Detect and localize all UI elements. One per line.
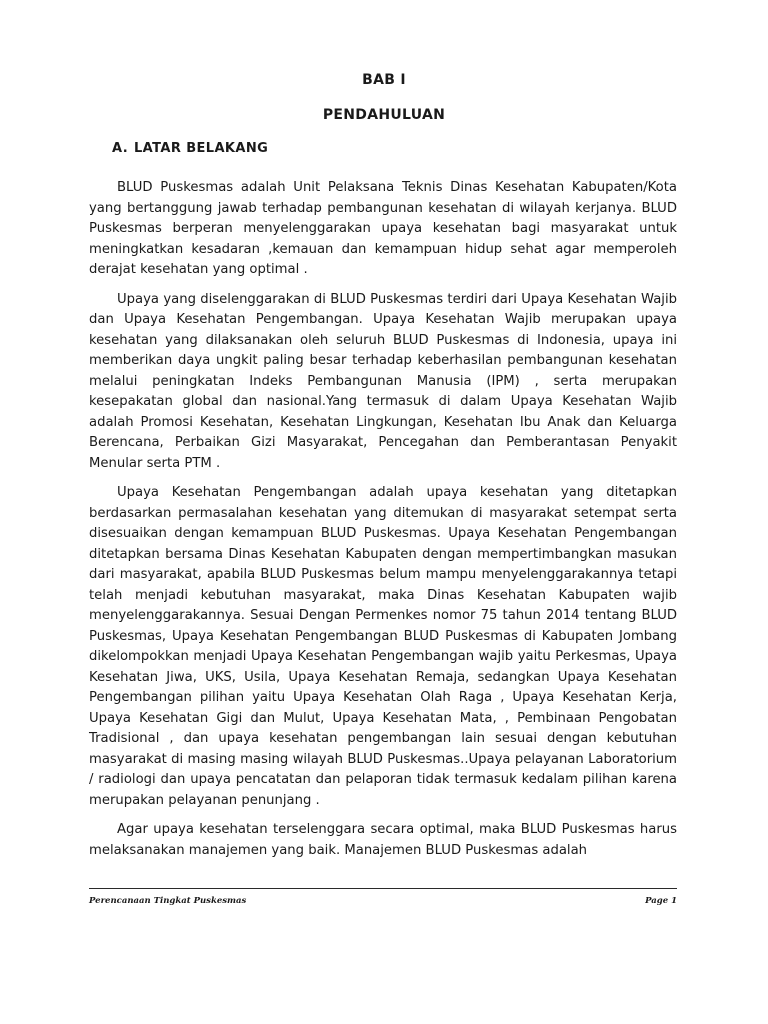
section-heading bbox=[112, 141, 268, 156]
paragraph-4: Agar upaya kesehatan terselenggara secara optimal, maka BLUD Puskesmas harus melaksanakan manajemen yang baik. Manajemen BLUD Puskesmas adalah bbox=[89, 822, 677, 858]
paragraph-3: Upaya Kesehatan Pengembangan adalah upaya kesehatan yang ditetapkan berdasarkan permasalahan kesehatan yang ditemukan di masyarakat setempat serta disesuaikan dengan kemampuan BLUD Puskesmas. Upaya Kesehatan Pengembangan ditetapkan bersama Dinas Kesehatan Kabupaten dengan mempertimbangkan masukan dari masyarakat, apabila BLUD Puskesmas belum mampu menyelenggarakannya tetapi telah menjadi kebutuhan masyarakat, maka Dinas Kesehatan Kabupaten wajib menyelenggarakannya. Sesuai Dengan Permenkes nomor 75 tahun 2014 tentang BLUD Puskesmas, Upaya Kesehatan Pengembangan BLUD Puskesmas di Kabupaten Jombang dikelompokkan menjadi Upaya Kesehatan Pengembangan wajib yaitu Perkesmas, Upaya Kesehatan Jiwa, UKS, Usila, Upaya Kesehatan Remaja, sedangkan Upaya Kesehatan Pengembangan pilihan yaitu Upaya Kesehatan Olah Raga , Upaya Kesehatan Kerja, Upaya Kesehatan Gigi dan Mulut, Upaya Kesehatan Mata, , Pembinaan Pengobatan Tradisional , dan upaya kesehatan pengembangan lain sesuai dengan kebutuhan masyarakat di masing masing wilayah BLUD Puskesmas..Upaya pelayanan Laboratorium / radiologi dan upaya pencatatan dan pelaporan tidak termasuk kedalam pilihan karena merupakan pelayanan penunjang . bbox=[89, 485, 677, 808]
paragraph-2: Upaya yang diselenggarakan di BLUD Puskesmas terdiri dari Upaya Kesehatan Wajib dan Upaya Kesehatan Pengembangan. Upaya Kesehatan Wajib merupakan upaya kesehatan yang dilaksanakan oleh seluruh BLUD Puskesmas di Indonesia, upaya ini memberikan daya ungkit paling besar terhadap keberhasilan pembangunan kesehatan melalui peningkatan Indeks Pembangunan Manusia (IPM) , serta merupakan kesepakatan global dan nasional.Yang termasuk di dalam Upaya Kesehatan Wajib adalah Promosi Kesehatan, Kesehatan Lingkungan, Kesehatan Ibu Anak dan Keluarga Berencana, Perbaikan Gizi Masyarakat, Pencegahan dan Pemberantasan Penyakit Menular serta PTM . bbox=[89, 291, 677, 471]
section-letter: A. bbox=[112, 141, 129, 156]
chapter-title: PENDAHULUAN bbox=[322, 107, 446, 123]
page-number: Page 1 bbox=[645, 896, 677, 906]
section-title: LATAR BELAKANG bbox=[134, 141, 269, 156]
chapter-number: BAB I bbox=[362, 72, 406, 88]
body-text bbox=[89, 178, 677, 870]
footer-title: Perencanaan Tingkat Puskesmas bbox=[89, 896, 247, 906]
paragraph-1: BLUD Puskesmas adalah Unit Pelaksana Teknis Dinas Kesehatan Kabupaten/Kota yang bertanggung jawab terhadap pembangunan kesehatan di wilayah kerjanya. BLUD Puskesmas berperan menyelenggarakan upaya kesehatan bagi masyarakat untuk meningkatkan kesadaran ,kemauan dan kemampuan hidup sehat agar memperoleh derajat kesehatan yang optimal . bbox=[89, 180, 677, 277]
page-footer bbox=[89, 888, 677, 906]
